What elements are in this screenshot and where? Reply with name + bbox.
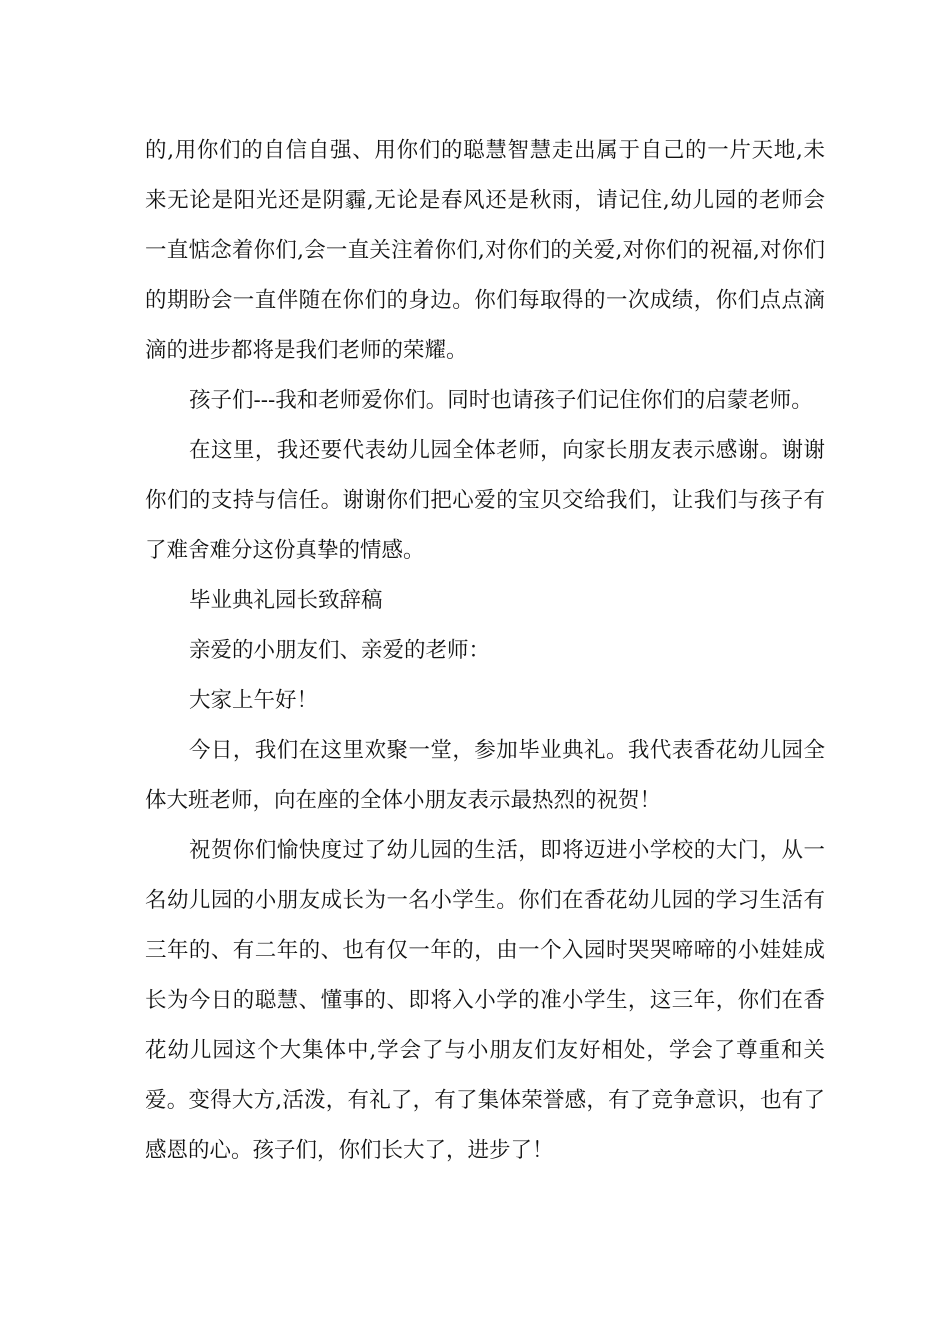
paragraph-love-teachers: 孩子们---我和老师爱你们。同时也请孩子们记住你们的启蒙老师。 (189, 388, 813, 413)
salutation: 亲爱的小朋友们、亲爱的老师： (189, 638, 491, 663)
paragraph-congratulations: 今日，我们在这里欢聚一堂，参加毕业典礼。我代表香花幼儿园全体大班老师，向在座的全体小朋友表示最热烈的祝贺！ (145, 738, 825, 813)
greeting: 大家上午好！ (189, 688, 319, 713)
paragraph-growth: 祝贺你们愉快度过了幼儿园的生活，即将迈进小学校的大门，从一名幼儿园的小朋友成长为一名小学生。你们在香花幼儿园的学习生活有三年的、有二年的、也有仅一年的，由一个入园时哭哭啼啼的小娃娃成长为今日的聪慧、懂事的、即将入小学的准小学生，这三年，你们在香花幼儿园这个大集体中,学会了与小朋友们友好相处，学会了尊重和关爱。变得大方,活泼，有礼了，有了集体荣誉感，有了竞争意识，也有了感恩的心。孩子们，你们长大了，进步了！ (145, 838, 825, 1163)
paragraph-continuation: 的,用你们的自信自强、用你们的聪慧智慧走出属于自己的一片天地,未来无论是阳光还是阴霾,无论是春风还是秋雨，请记住,幼儿园的老师会一直惦念着你们,会一直关注着你们,对你们的关爱,对你们的祝福,对你们的期盼会一直伴随在你们的身边。你们每取得的一次成绩，你们点点滴滴的进步都将是我们老师的荣耀。 (145, 138, 825, 363)
document-body (145, 126, 825, 1176)
section-title: 毕业典礼园长致辞稿 (189, 588, 383, 613)
paragraph-thank-parents: 在这里，我还要代表幼儿园全体老师，向家长朋友表示感谢。谢谢你们的支持与信任。谢谢你们把心爱的宝贝交给我们，让我们与孩子有了难舍难分这份真挚的情感。 (145, 438, 825, 563)
